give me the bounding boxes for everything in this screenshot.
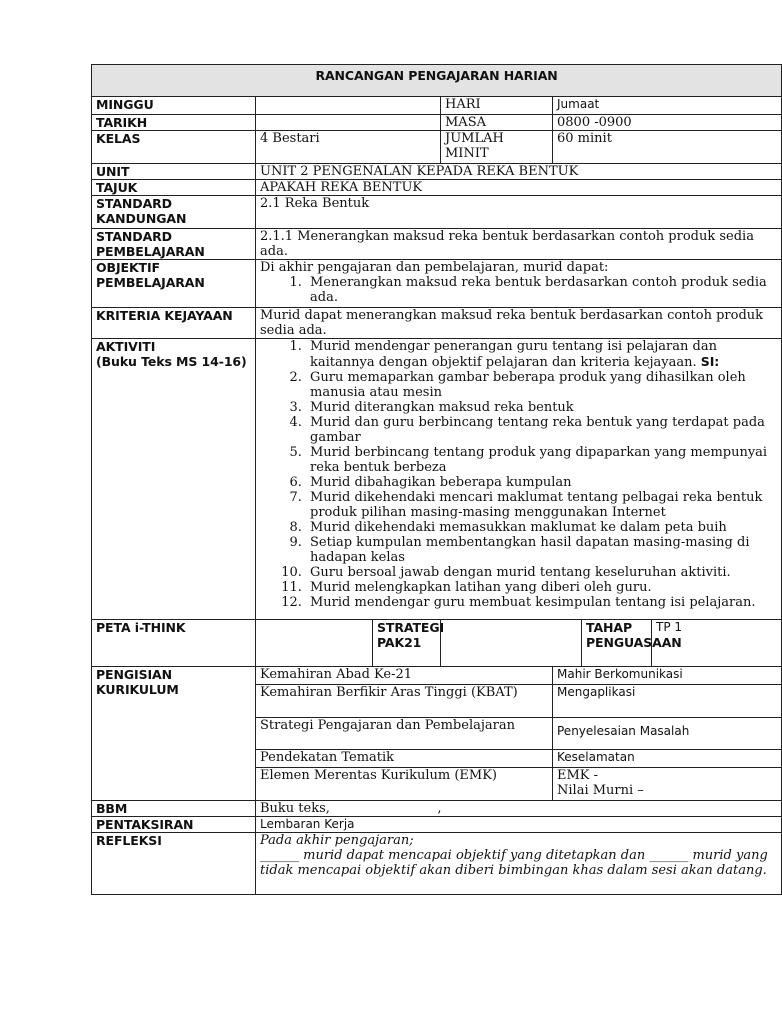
unit-value: UNIT 2 PENGENALAN KEPADA REKA BENTUK bbox=[256, 164, 782, 180]
aktiviti-list bbox=[260, 339, 777, 610]
hari-label: HARI bbox=[441, 97, 553, 115]
aktiviti-item: 2. Guru memaparkan gambar beberapa produk yang dihasilkan oleh manusia atau mesin bbox=[306, 370, 777, 400]
jumlah-minit-label: JUMLAH MINIT bbox=[441, 131, 553, 164]
pengisian-value: Mahir Berkomunikasi bbox=[553, 667, 782, 685]
minggu-label: MINGGU bbox=[92, 97, 256, 115]
pengisian-key: Pendekatan Tematik bbox=[256, 750, 553, 768]
emk-value: EMK - bbox=[557, 768, 599, 783]
strategi-pak21-value bbox=[441, 620, 582, 667]
tarikh-value bbox=[256, 115, 441, 131]
tahap-penguasaan-label: TAHAP PENGUASAAN bbox=[582, 620, 652, 667]
unit-label: UNIT bbox=[92, 164, 256, 180]
objektif-list bbox=[260, 275, 777, 305]
kelas-label: KELAS bbox=[92, 131, 256, 164]
pengisian-key: Kemahiran Abad Ke-21 bbox=[256, 667, 553, 685]
standard-kandungan-value: 2.1 Reka Bentuk bbox=[256, 196, 782, 229]
kelas-value: 4 Bestari bbox=[256, 131, 441, 164]
aktiviti-sublabel: (Buku Teks MS 14-16) bbox=[96, 354, 247, 369]
aktiviti-item: 6. Murid dibahagikan beberapa kumpulan bbox=[306, 475, 777, 490]
standard-pembelajaran-label: STANDARD PEMBELAJARAN bbox=[92, 229, 256, 260]
tajuk-value: APAKAH REKA BENTUK bbox=[256, 180, 782, 196]
tajuk-label: TAJUK bbox=[92, 180, 256, 196]
emk-cell bbox=[553, 768, 782, 801]
emk-key: Elemen Merentas Kurikulum (EMK) bbox=[256, 768, 553, 801]
lesson-plan-table bbox=[91, 64, 782, 895]
aktiviti-item: 7. Murid dikehendaki mencari maklumat tentang pelbagai reka bentuk produk pilihan masing-masing menggunakan Internet bbox=[306, 490, 777, 520]
masa-value: 0800 -0900 bbox=[553, 115, 782, 131]
pengisian-value: Penyelesaian Masalah bbox=[553, 718, 782, 750]
jumlah-minit-value: 60 minit bbox=[553, 131, 782, 164]
aktiviti-item: 9. Setiap kumpulan membentangkan hasil dapatan masing-masing di hadapan kelas bbox=[306, 535, 777, 565]
pengisian-key: Strategi Pengajaran dan Pembelajaran bbox=[256, 718, 553, 750]
strategi-pak21-label: STRATEGI PAK21 bbox=[373, 620, 441, 667]
minggu-value bbox=[256, 97, 441, 115]
bbm-value: Buku teks, , bbox=[256, 801, 782, 817]
pengisian-key: Kemahiran Berfikir Aras Tinggi (KBAT) bbox=[256, 685, 553, 718]
hari-value: Jumaat bbox=[553, 97, 782, 115]
kriteria-value: Murid dapat menerangkan maksud reka bentuk berdasarkan contoh produk sedia ada. bbox=[256, 308, 782, 339]
refleksi-line1: Pada akhir pengajaran; bbox=[260, 833, 414, 848]
si-tag: SI: bbox=[700, 354, 720, 369]
page-title: RANCANGAN PENGAJARAN HARIAN bbox=[92, 65, 782, 97]
aktiviti-item: 10. Guru bersoal jawab dengan murid tentang keseluruhan aktiviti. bbox=[306, 565, 777, 580]
bbm-label: BBM bbox=[92, 801, 256, 817]
aktiviti-cell bbox=[256, 339, 782, 620]
aktiviti-item: 4. Murid dan guru berbincang tentang reka bentuk yang terdapat pada gambar bbox=[306, 415, 777, 445]
standard-kandungan-label: STANDARD KANDUNGAN bbox=[92, 196, 256, 229]
lesson-plan-document bbox=[91, 64, 768, 892]
tahap-penguasaan-value: TP 1 bbox=[652, 620, 782, 667]
objektif-item: 1. Menerangkan maksud reka bentuk berdasarkan contoh produk sedia ada. bbox=[306, 275, 777, 305]
pentaksiran-label: PENTAKSIRAN bbox=[92, 817, 256, 833]
objektif-intro: Di akhir pengajaran dan pembelajaran, murid dapat: bbox=[260, 260, 609, 275]
tarikh-label: TARIKH bbox=[92, 115, 256, 131]
refleksi-cell bbox=[256, 833, 782, 895]
peta-ithink-label: PETA i-THINK bbox=[92, 620, 256, 667]
aktiviti-label: AKTIVITI bbox=[96, 339, 156, 354]
aktiviti-item: 3. Murid diterangkan maksud reka bentuk bbox=[306, 400, 777, 415]
pengisian-value: Mengaplikasi bbox=[553, 685, 782, 718]
aktiviti-item: 12. Murid mendengar guru membuat kesimpulan tentang isi pelajaran. bbox=[306, 595, 777, 610]
peta-ithink-value bbox=[256, 620, 373, 667]
objektif-cell bbox=[256, 260, 782, 308]
refleksi-line2: ______ murid dapat mencapai objektif yang ditetapkan dan ______ murid yang tidak mencapai objektif akan diberi bimbingan khas dalam sesi akan datang. bbox=[260, 848, 768, 878]
nilai-murni-value: Nilai Murni – bbox=[557, 783, 644, 798]
aktiviti-item: 1. Murid mendengar penerangan guru tentang isi pelajaran dan kaitannya dengan objektif pelajaran dan kriteria kejayaan. SI: bbox=[306, 339, 777, 370]
masa-label: MASA bbox=[441, 115, 553, 131]
pentaksiran-value: Lembaran Kerja bbox=[256, 817, 782, 833]
pengisian-kurikulum-label: PENGISIAN KURIKULUM bbox=[92, 667, 256, 801]
aktiviti-label-cell bbox=[92, 339, 256, 620]
objektif-label: OBJEKTIF PEMBELAJARAN bbox=[92, 260, 256, 308]
refleksi-label: REFLEKSI bbox=[92, 833, 256, 895]
pengisian-value: Keselamatan bbox=[553, 750, 782, 768]
aktiviti-item: 5. Murid berbincang tentang produk yang dipaparkan yang mempunyai reka bentuk berbeza bbox=[306, 445, 777, 475]
aktiviti-item: 11. Murid melengkapkan latihan yang diberi oleh guru. bbox=[306, 580, 777, 595]
aktiviti-item: 8. Murid dikehendaki memasukkan maklumat ke dalam peta buih bbox=[306, 520, 777, 535]
kriteria-label: KRITERIA KEJAYAAN bbox=[92, 308, 256, 339]
standard-pembelajaran-value: 2.1.1 Menerangkan maksud reka bentuk berdasarkan contoh produk sedia ada. bbox=[256, 229, 782, 260]
